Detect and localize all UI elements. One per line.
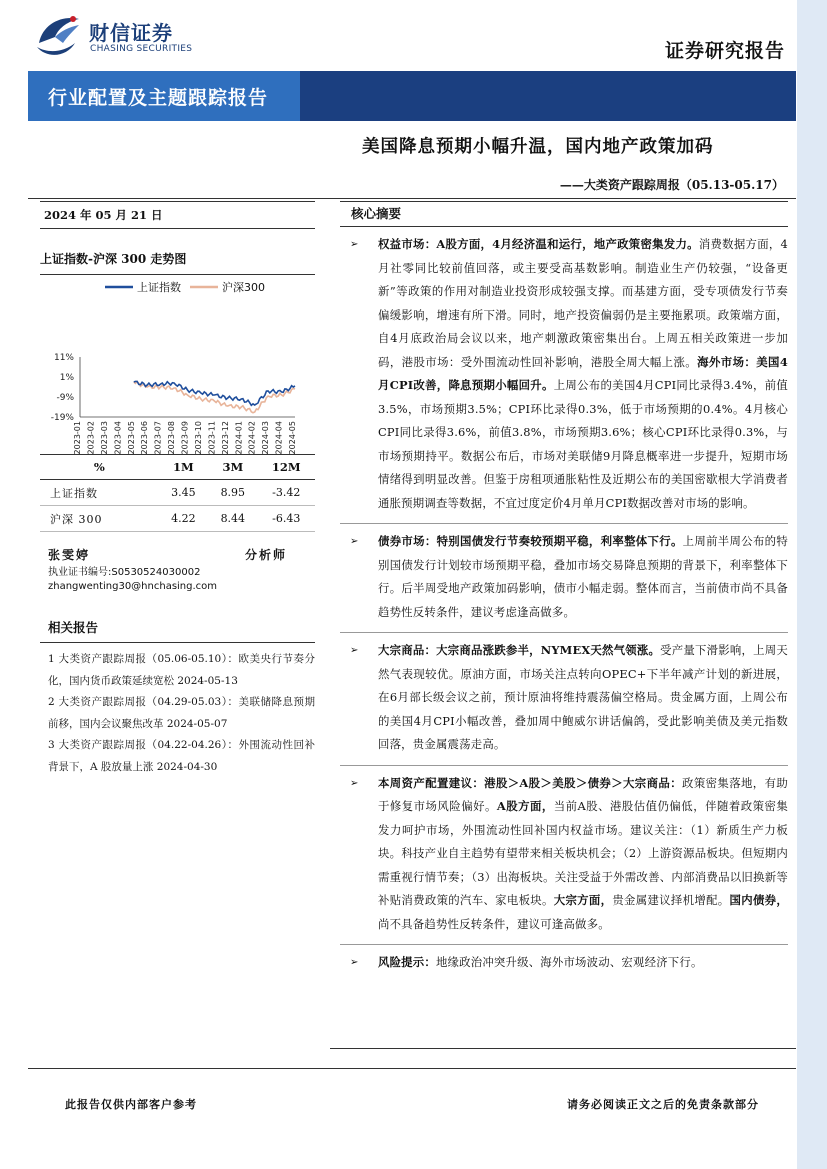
x-tick-label: 2023-07: [153, 421, 163, 455]
table-cell: -3.42: [258, 480, 315, 506]
table-cell: -6.43: [258, 506, 315, 532]
x-tick-label: 2023-09: [180, 421, 190, 455]
summary-item: [340, 772, 788, 946]
category-banner: [28, 71, 796, 121]
summary-item: [340, 233, 788, 524]
table-header-row: [40, 455, 315, 480]
sidebar-stripe: [797, 0, 827, 1169]
x-tick-label: 2023-03: [99, 421, 109, 455]
footer-note: 此报告仅供内部客户参考: [65, 1098, 197, 1111]
y-tick-label: 1%: [59, 373, 74, 383]
summary-item-heading: A股方面，: [496, 799, 554, 813]
table-row: [40, 480, 315, 506]
summary-item-heading: 国内债券，: [729, 893, 788, 907]
x-tick-label: 2023-01: [73, 421, 82, 455]
table-cell: 上证指数: [40, 480, 159, 506]
logo-mark-icon: [33, 13, 83, 59]
y-tick-label: -9%: [56, 393, 74, 403]
summary-item-text: 贵金属建议择机增配。: [612, 893, 730, 907]
performance-table: [40, 454, 315, 532]
summary-item-text: 上周前半周公布的特别国债发行计划较市场预期平稳，叠加市场交易降息预期的背景下，利率整体下行。后半周受地产政策加码影响，债市小幅走弱。整体而言，当前债市尚不具备趋势性反转条件，建议考虑逢高做多。: [378, 534, 788, 619]
report-type-label: 证券研究报告: [664, 40, 785, 62]
related-reports-title: 相关报告: [40, 618, 315, 643]
top-divider: [28, 198, 796, 199]
x-tick-label: 2024-01: [234, 421, 244, 455]
analyst-role: 分析师: [245, 548, 288, 562]
related-reports-list: [40, 649, 315, 778]
analyst-name: 张雯婷: [48, 548, 91, 562]
table-header-cell: 3M: [208, 455, 257, 480]
trend-chart-svg: [40, 277, 315, 455]
table-header-cell: 12M: [258, 455, 315, 480]
table-cell: 沪深 300: [40, 506, 159, 532]
summary-list: [340, 233, 788, 975]
report-subtitle: ——大类资产跟踪周报（05.13-05.17）: [559, 178, 784, 192]
banner-title: 行业配置及主题跟踪报告: [48, 87, 269, 109]
core-summary-title: 核心摘要: [340, 201, 788, 227]
summary-item: [340, 951, 788, 975]
x-tick-label: 2024-04: [274, 421, 284, 455]
chart-title: 上证指数-沪深 300 走势图: [40, 250, 315, 275]
legend-label: 上证指数: [137, 281, 181, 294]
related-report-item[interactable]: 1 大类资产跟踪周报（05.06-05.10）：欧美央行节奏分化，国内货币政策延续宽松 2024-05-13: [48, 653, 315, 687]
table-cell: 4.22: [159, 506, 208, 532]
y-tick-label: -19%: [50, 413, 74, 423]
summary-item-heading: 本周资产配置建议：港股＞A股＞美股＞债券＞大宗商品：: [378, 775, 683, 790]
x-tick-label: 2023-05: [126, 421, 136, 455]
report-title: 美国降息预期小幅升温，国内地产政策加码: [362, 137, 714, 157]
table-cell: 8.44: [208, 506, 257, 532]
bullet-arrow-icon: ➢: [350, 777, 359, 789]
summary-item-text: 当前A股、港股估值仍偏低，伴随着政策密集发力呵护市场，外围流动性回补国内权益市场。建议关注：（1）新质生产力板块。科技产业自主趋势有望带来相关板块机会；（2）上游资源品板块。但短期内需重视行情节奏；（3）出海板块。关注受益于外需改善、内部消费品以旧换新等补贴消费政策的汽车、家电板块。: [378, 799, 788, 907]
x-tick-label: 2024-03: [261, 421, 271, 455]
logo-text-cn: 财信证券: [89, 21, 173, 45]
summary-item-text: 消费数据方面，4月社零同比较前值回落，或主要受高基数影响。制造业生产仍较强，“设备更新”等政策的作用对制造业投资形成较强支撑。而基建方面，受专项债发行节奏偏缓影响，增速有所下滑。同时，地产投资偏弱仍是主要拖累项。政策端方面，自4月底政治局会议以来，地产刺激政策密集出台。上周五相关政策进一步加码，港股市场：受外围流动性回补影响，港股全周大幅上涨。: [378, 237, 788, 369]
index-trend-chart: [40, 277, 315, 455]
x-tick-label: 2024-02: [247, 421, 257, 455]
summary-end-divider: [330, 1048, 796, 1049]
summary-item-text: 上周公布的美国4月CPI同比录得3.4%，前值3.5%，市场预期3.5%；CPI环比录得0.3%，低于市场预期的0.4%。4月核心CPI同比录得3.6%，前值3.8%，市场预期3.6%；核心CPI环比录得0.3%，与市场预期持平。数据公布后，市场对美联储9月降息概率进一步提升，短期市场情绪得到明显改善。但鉴于房租项通胀粘性及近期公布的美国密歇根大学消费者通胀预期调查等数据，不宜过度定价4月单月CPI数据改善对市场的影响。: [378, 378, 788, 510]
summary-item-heading: 债券市场：特别国债发行节奏较预期平稳，利率整体下行。: [378, 534, 683, 548]
summary-item-text: 地缘政治冲突升级、海外市场波动、宏观经济下行。: [435, 955, 703, 969]
company-logo: [33, 13, 193, 59]
related-report-item[interactable]: 3 大类资产跟踪周报（04.22-04.26）：外围流动性回补背景下，A 股放量上涨 2024-04-30: [48, 739, 315, 773]
x-tick-label: 2023-10: [193, 421, 203, 455]
summary-item-heading: 风险提示：: [378, 955, 436, 969]
table-header-cell: 1M: [159, 455, 208, 480]
footer-divider: [28, 1068, 796, 1069]
x-tick-label: 2023-11: [207, 421, 217, 455]
bullet-arrow-icon: ➢: [350, 957, 359, 968]
summary-item-text: 政策密集落地，有助于修复市场风险偏好。: [378, 775, 788, 813]
x-tick-label: 2023-02: [86, 421, 96, 455]
table-cell: 8.95: [208, 480, 257, 506]
summary-item-heading: 权益市场：A股方面，4月经济温和运行，地产政策密集发力。: [378, 237, 699, 251]
table-cell: 3.45: [159, 480, 208, 506]
summary-item-text: 受产量下滑影响，上周天然气表现较优。原油方面，市场关注点转向OPEC+下半年减产计划的新进展，在6月部长级会议之前，预计原油将维持震荡偏空格局。贵金属方面，上周公布的美国4月CPI小幅改善，叠加周中鲍威尔讲话偏鸽，受此影响美债及美元指数回落，贵金属震荡走高。: [378, 643, 788, 751]
x-tick-label: 2024-05: [288, 421, 297, 455]
logo-text-en: CHASING SECURITIES: [90, 44, 193, 54]
x-tick-label: 2023-04: [113, 421, 123, 455]
summary-item: [340, 530, 788, 633]
x-tick-label: 2023-06: [140, 421, 150, 455]
x-tick-label: 2023-08: [167, 421, 177, 455]
summary-item-text: 尚不具备趋势性反转条件，建议可逢高做多。: [378, 916, 610, 931]
y-tick-label: 11%: [53, 353, 74, 363]
summary-item-heading: 海外市场：美国4月CPI改善，降息预期小幅回升。: [378, 354, 789, 392]
analyst-email[interactable]: zhangwenting30@hnchasing.com: [48, 581, 218, 592]
right-column: [340, 201, 788, 975]
summary-item-heading: 大宗商品：大宗商品涨跌参半，NYMEX天然气领涨。: [378, 643, 661, 657]
table-row: [40, 506, 315, 532]
analyst-line: [40, 546, 315, 564]
summary-item: [340, 639, 788, 766]
legend-label: 沪深300: [222, 281, 265, 294]
bullet-arrow-icon: ➢: [350, 645, 359, 656]
summary-item-heading: 大宗方面，: [553, 893, 613, 907]
report-date: 2024 年 05 月 21 日: [40, 201, 315, 229]
table-header-cell: %: [40, 455, 159, 480]
footer-disclaimer: 请务必阅读正文之后的免责条款部分: [567, 1098, 759, 1111]
related-report-item[interactable]: 2 大类资产跟踪周报（04.29-05.03）：美联储降息预期前移，国内会议聚焦改革 2024-05-07: [48, 696, 315, 730]
x-tick-label: 2023-12: [220, 421, 230, 455]
bullet-arrow-icon: ➢: [350, 536, 359, 547]
bullet-arrow-icon: ➢: [350, 239, 359, 250]
analyst-cert: 执业证书编号:S0530524030002: [48, 567, 201, 578]
left-column: [40, 201, 315, 778]
